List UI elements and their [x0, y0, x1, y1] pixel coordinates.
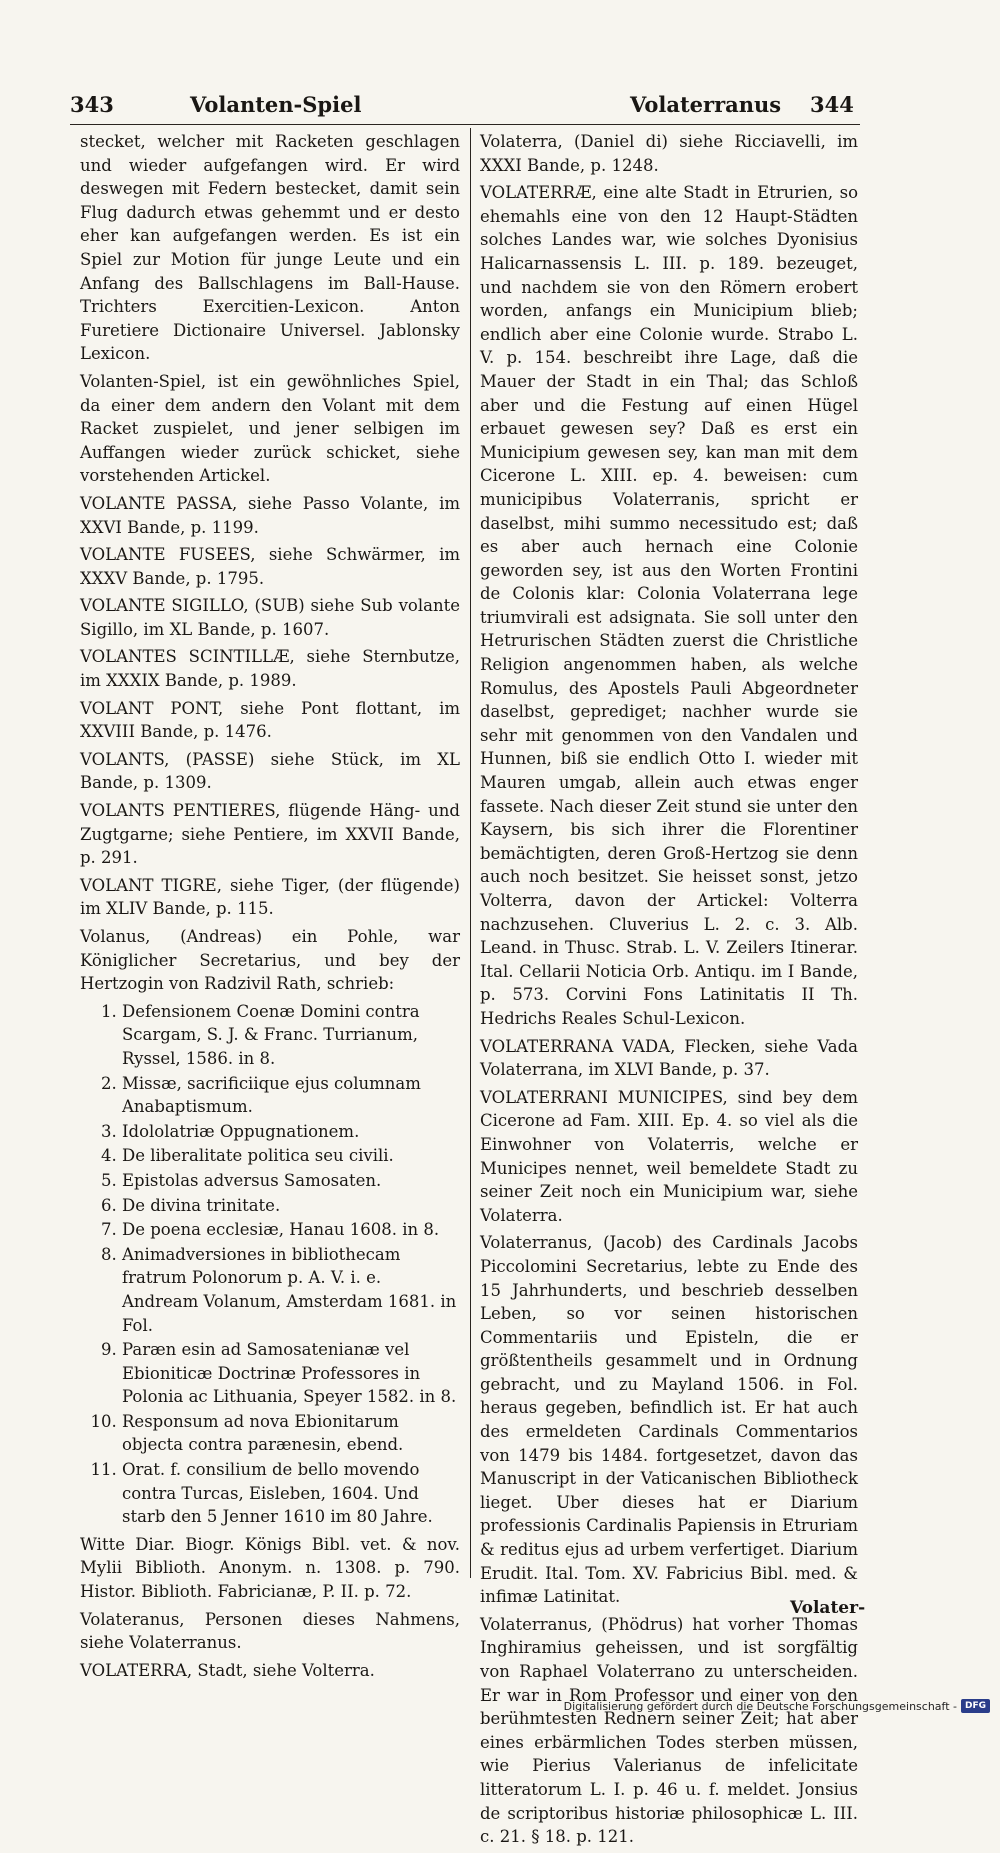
- entry-paragraph: Volaterranus, (Jacob) des Cardinals Jacobs Piccolomini Secretarius, lebte zu Ende des 15 Jahrhunderts, und beschrieb desselben Leben, so vor seinen historischen Commentariis und Episteln, die er größtentheils gesammelt und in Ordnung gebracht, und zu Mayland 1506. in Fol. heraus gegeben, befindlich ist. Er hat auch des ermeldeten Cardinals Commentarios von 1479 bis 1484. fortgesetzet, davon das Manuscript in der Vaticanischen Bibliotheck lieget. Uber dieses hat er Diarium professionis Cardinalis Papiensis in Etruriam & reditus ejus ad urbem verfertiget. Diarium Erudit. Ital. Tom. XV. Fabricius Bibl. med. & infimæ Latinitat.: [480, 1233, 858, 1607]
- entry-paragraph: VOLANTS PENTIERES, flügende Häng- und Zugtgarne; siehe Pentiere, im XXVII Bande, p. 291.: [80, 801, 460, 868]
- right-column: [480, 130, 858, 1853]
- entry-paragraph: VOLANT PONT, siehe Pont flottant, im XXVIII Bande, p. 1476.: [80, 698, 460, 742]
- entry-paragraph: VOLATERRÆ, eine alte Stadt in Etrurien, so ehemahls eine von den 12 Haupt-Städten solches Landes war, wie solches Dyonisius Halicarnassensis L. III. p. 189. bezeuget, und nachdem sie von den Römern erobert worden, anfangs ein Municipium blieb; endlich aber eine Colonie wurde. Strabo L. V. p. 154. beschreibt ihre Lage, daß die Mauer der Stadt in ein Thal; das Schloß aber und die Festung auf einen Hügel erbauet gewesen sey? Daß es erst ein Municipium gewesen sey, kan man mit dem Cicerone L. XIII. ep. 4. beweisen: cum municipibus Volaterranis, spricht er daselbst, mihi summo necessitudo est; daß es aber auch hernach eine Colonie geworden sey, ist aus den Worten Frontini de Colonis klar: Colonia Volaterrana lege triumvirali est adsignata. Sie soll unter den Hetrurischen Städten zuerst die Christliche Religion angenommen haben, als welche Romulus, des Apostels Pauli Abgeordneter daselbst, geprediget; nachher wurde sie sehr mit genommen von den Vandalen und Hunnen, biß sie endlich Otto I. wieder mit Mauren umgab, allein auch etwas enger fassete. Nach dieser Zeit stund sie unter den Kaysern, bis sich ihrer die Florentiner bemächtigten, deren Groß-Hertzog sie denn auch noch besitzet. Sie heisset sonst, jetzo Volterra, davon der Artickel: Volterra nachzusehen. Cluverius L. 2. c. 3. Alb. Leand. in Thusc. Strab. L. V. Zeilers Itinerar. Ital. Cellarii Noticia Orb. Antiqu. im I Bande, p. 573. Corvini Fons Latinitatis II Th. Hedrichs Reales Schul-Lexicon.: [480, 183, 858, 1028]
- running-header: [70, 84, 860, 125]
- works-list-item: 2. Missæ, sacrificiique ejus columnam Anabaptismum.: [122, 1072, 460, 1119]
- footer-credit: [564, 1697, 990, 1715]
- works-list-item: 1. Defensionem Coenæ Domini contra Scargam, S. J. & Franc. Turrianum, Ryssel, 1586. in 8.: [122, 1000, 460, 1071]
- running-title-left: Volanten-Spiel: [190, 92, 362, 117]
- entry-paragraph: VOLATERRANI MUNICIPES, sind bey dem Cicerone ad Fam. XIII. Ep. 4. so viel als die Einwohner von Volaterris, welche er Municipes nennet, weil bemeldete Stadt zu seiner Zeit noch ein Municipium war, siehe Volaterra.: [480, 1087, 858, 1225]
- works-list-item: 9. Paræn esin ad Samosatenianæ vel Ebioniticæ Doctrinæ Professores in Polonia ac Lithuania, Speyer 1582. in 8.: [122, 1338, 460, 1409]
- left-column: [80, 130, 460, 1686]
- entry-paragraph: Volateranus, Personen dieses Nahmens, siehe Volaterranus.: [80, 1609, 460, 1653]
- works-list-item: 10. Responsum ad nova Ebionitarum objecta contra parænesin, ebend.: [122, 1410, 460, 1457]
- works-list: [80, 1000, 460, 1529]
- entry-paragraph: VOLANT TIGRE, siehe Tiger, (der flügende) im XLIV Bande, p. 115.: [80, 875, 460, 919]
- catchword: Volater-: [790, 1598, 866, 1618]
- page-number-right: 344: [810, 92, 854, 117]
- entry-paragraph: Volaterra, (Daniel di) siehe Ricciavelli, im XXXI Bande, p. 1248.: [480, 132, 858, 175]
- entry-paragraph: VOLANTE FUSEES, siehe Schwärmer, im XXXV Bande, p. 1795.: [80, 545, 460, 588]
- works-list-item: 4. De liberalitate politica seu civili.: [122, 1144, 460, 1168]
- works-list-item: 3. Idololatriæ Oppugnationem.: [122, 1120, 460, 1144]
- running-title-right: Volaterranus: [630, 92, 782, 117]
- entry-paragraph: stecket, welcher mit Racketen geschlagen und wieder aufgefangen wird. Er wird deswegen mit Federn bestecket, damit sein Flug dadurch etwas gehemmt und er desto eher kan aufgefangen werden. Es ist ein Spiel zur Motion für junge Leute und ein Anfang des Ballschlagens im Ball-Hause. Trichters Exercitien-Lexicon. Anton Furetiere Dictionaire Universel. Jablonsky Lexicon.: [80, 132, 460, 364]
- entry-paragraph: Witte Diar. Biogr. Königs Bibl. vet. & nov. Mylii Biblioth. Anonym. n. 1308. p. 790. Histor. Biblioth. Fabricianæ, P. II. p. 72.: [80, 1534, 460, 1602]
- works-list-item: 7. De poena ecclesiæ, Hanau 1608. in 8.: [122, 1218, 460, 1242]
- works-list-item: 8. Animadversiones in bibliothecam fratrum Polonorum p. A. V. i. e. Andream Volanum, Amsterdam 1681. in Fol.: [122, 1243, 460, 1337]
- works-list-item: 6. De divina trinitate.: [122, 1194, 460, 1218]
- entry-paragraph: Volanus, (Andreas) ein Pohle, war Königlicher Secretarius, und bey der Hertzogin von Radzivil Rath, schrieb:: [80, 927, 460, 994]
- entry-paragraph: VOLATERRA, Stadt, siehe Volterra.: [80, 1660, 375, 1680]
- entry-paragraph: VOLANTES SCINTILLÆ, siehe Sternbutze, im XXXIX Bande, p. 1989.: [80, 647, 460, 691]
- entry-paragraph: VOLANTE SIGILLO, (SUB) siehe Sub volante Sigillo, im XL Bande, p. 1607.: [80, 596, 460, 639]
- entry-paragraph: VOLANTE PASSA, siehe Passo Volante, im XXVI Bande, p. 1199.: [80, 493, 460, 537]
- works-list-item: 5. Epistolas adversus Samosaten.: [122, 1169, 460, 1193]
- entry-paragraph: VOLANTS, (PASSE) siehe Stück, im XL Bande, p. 1309.: [80, 749, 460, 793]
- works-list-item: 11. Orat. f. consilium de bello movendo contra Turcas, Eisleben, 1604. Und starb den 5 Jenner 1610 im 80 Jahre.: [122, 1458, 460, 1529]
- footer-text: Digitalisierung gefördert durch die Deutsche Forschungsgemeinschaft -: [563, 1699, 957, 1713]
- entry-paragraph: Volanten-Spiel, ist ein gewöhnliches Spiel, da einer dem andern den Volant mit dem Racket zuspielet, und jener selbigen im Auffangen wieder zurück schicket, siehe vorstehenden Artickel.: [80, 371, 460, 486]
- column-divider: [470, 128, 471, 1578]
- dfg-logo: DFG: [961, 1699, 990, 1713]
- entry-paragraph: Volaterranus, (Phödrus) hat vorher Thomas Inghiramius geheissen, und ist sorgfältig von Raphael Volaterrano zu unterscheiden. Er war in Rom Professor und einer von den berühmtesten Rednern seiner Zeit; hat aber eines erbärmlichen Todes sterben müssen, wie Pierius Valerianus de infelicitate litteratorum L. I. p. 46 u. f. meldet. Jonsius de scriptoribus historiæ philosophicæ L. III. c. 21. § 18. p. 121.: [480, 1614, 858, 1847]
- page-number-left: 343: [70, 92, 114, 117]
- entry-paragraph: VOLATERRANA VADA, Flecken, siehe Vada Volaterrana, im XLVI Bande, p. 37.: [480, 1036, 858, 1080]
